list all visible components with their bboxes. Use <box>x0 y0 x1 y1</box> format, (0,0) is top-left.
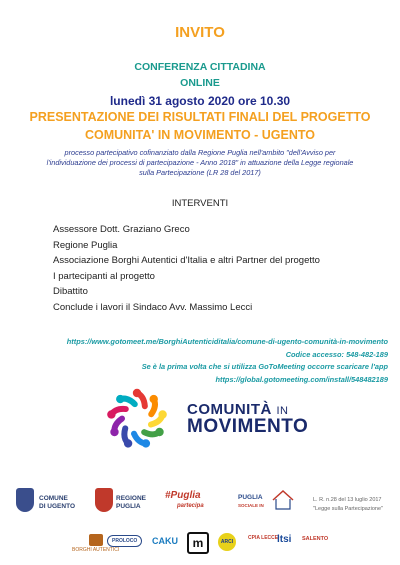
event-date: lunedì 31 agosto 2020 ore 10.30 <box>109 94 291 108</box>
install-link[interactable]: https://global.gotomeeting.com/install/548482189 <box>215 374 388 384</box>
logo-word-comunita: COMUNITÀ <box>187 401 272 418</box>
puglia-crest-icon <box>95 488 113 512</box>
house-icon <box>271 488 295 512</box>
ugento-crest-icon <box>16 488 34 512</box>
comune-ugento-label: COMUNE DI UGENTO <box>39 495 75 510</box>
legge-partecipazione: L. R. n.28 del 13 luglio 2017 "Legge sulla Partecipazione" <box>313 497 383 512</box>
person-body-icon <box>137 393 145 406</box>
sponsor-m: m <box>187 532 209 554</box>
person-body-icon <box>111 409 125 415</box>
sponsor-arci: ARCI <box>218 533 236 551</box>
sponsor-proloco: PROLOCO <box>107 535 142 547</box>
process-note-line2: l'individuazione dei processi di partecipazione - Anno 2018" in attuazione della Legge regionale <box>46 158 354 167</box>
event-title-line2: COMUNITA' IN MOVIMENTO - UGENTO <box>84 128 316 142</box>
process-note-line3: sulla Partecipazione (LR 28 del 2017) <box>139 168 261 177</box>
list-item: Assessore Dott. Graziano Greco <box>53 224 190 235</box>
sponsor-salento: SALENTO <box>302 536 329 542</box>
puglia-sociale-logo: PUGLIA SOCIALE IN <box>238 494 264 508</box>
event-type: CONFERENZA CITTADINA <box>134 61 266 73</box>
invito-heading: INVITO <box>175 24 225 41</box>
puglia-partecipa-logo: #Puglia partecipa <box>165 490 204 509</box>
meeting-info <box>67 336 388 386</box>
event-mode: ONLINE <box>180 77 220 89</box>
person-body-icon <box>151 399 155 414</box>
sponsor-logos <box>0 530 400 555</box>
sponsor-cpia: CPIA LECCE <box>248 535 279 541</box>
list-item: Conclude i lavori il Sindaco Avv. Massimo Lecci <box>53 301 253 313</box>
person-body-icon <box>120 399 134 405</box>
logo-word-in: IN <box>276 405 289 417</box>
list-item: Regione Puglia <box>53 239 118 251</box>
meeting-link[interactable]: https://www.gotomeet.me/BorghiAutenticiditalia/comune-di-ugento-comunità-in-movimento <box>66 337 388 346</box>
event-title-line1: PRESENTAZIONE DEI RISULTATI FINALI DEL PROGETTO <box>29 110 371 124</box>
people-circle-icon <box>92 382 182 452</box>
logo-text <box>187 402 308 436</box>
person-body-icon <box>124 428 128 443</box>
sponsor-caku: CAKU <box>152 536 178 546</box>
interventi-heading: INTERVENTI <box>171 198 229 209</box>
comunita-in-movimento-logo <box>92 382 322 452</box>
list-item: Associazione Borghi Autentici d'Italia e altri Partner del progetto <box>53 255 320 266</box>
interventi-list <box>53 222 320 315</box>
access-code: Codice accesso: 548-482-189 <box>285 349 388 359</box>
list-item: I partecipanti al progetto <box>53 270 155 282</box>
logo-word-movimento: MOVIMENTO <box>187 416 309 437</box>
sponsor-borghi: BORGHI AUTENTICI <box>72 534 119 553</box>
list-item: Dibattito <box>53 286 88 297</box>
process-note-line1: processo partecipativo cofinanziato dalla Regione Puglia nell'ambito "dell'Avviso per <box>64 148 336 157</box>
person-body-icon <box>144 432 159 434</box>
regione-puglia-label: REGIONE PUGLIA <box>116 495 146 510</box>
app-note: Se è la prima volta che si utilizza GoToMeeting occorre scaricare l'app <box>141 362 388 371</box>
person-body-icon <box>114 419 122 432</box>
sponsor-ltsi: ltsi <box>277 534 292 545</box>
